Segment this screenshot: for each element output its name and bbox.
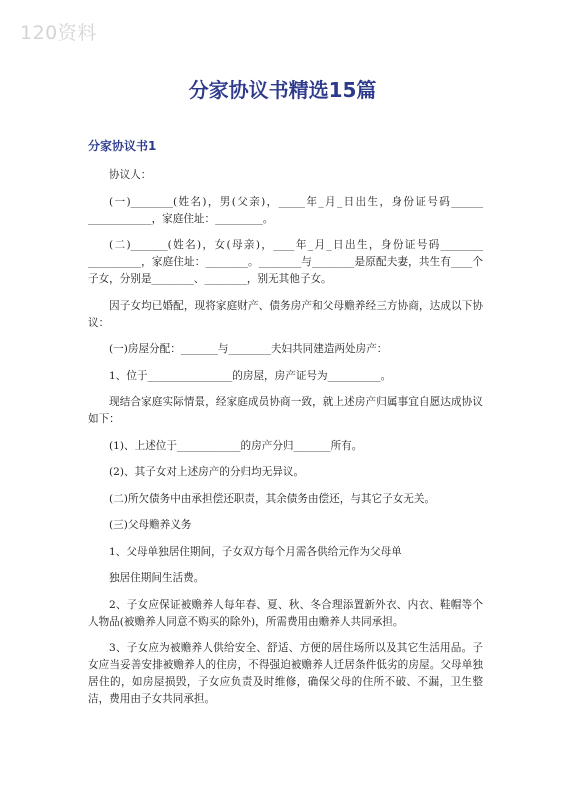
paragraph-support-2: 2、子女应保证被赡养人每年春、夏、秋、冬合理添置新外衣、内衣、鞋帽等个人物品(被赡养人同意不购买的除外)，所需费用由赡养人共同承担。 xyxy=(88,598,483,628)
paragraph-support-1: 1、父母单独居住期间，子女双方每个月需各供给元作为父母单 xyxy=(109,545,402,558)
paragraph-house-location: 1、位于________________的房屋，房产证号为__________。 xyxy=(109,369,392,382)
paragraph-mother: (二)_______(姓名)，女(母亲)，____年_月_日出生，身份证号码________ __________，家庭住址：________。________与________是原配夫妻，共生有____个子女，分别是________、________，别无其他子女。 xyxy=(88,239,483,285)
section-title: 分家协议书1 xyxy=(88,139,157,153)
paragraph-preamble: 因子女均已婚配，现将家庭财产、债务房产和父母赡养经三方协商，达成以下协议： xyxy=(88,299,483,329)
paragraph-agreement-intro: 现结合家庭实际情景，经家庭成员协商一致，就上述房产归属事宜自愿达成协议如下： xyxy=(88,396,483,425)
document-body xyxy=(88,167,483,708)
paragraph-clause-2: (2)、其子女对上述房产的分归均无异议。 xyxy=(109,466,305,478)
paragraph-support-1-cont: 独居住期间生活费。 xyxy=(109,572,205,584)
paragraph-father: (一)________(姓名)，男(父亲)，_____年_月_日出生，身份证号码______ ____________，家庭住址：_________。 xyxy=(88,195,483,225)
paragraph-debts: (二)所欠债务中由承担偿还职责，其余债务由偿还，与其它子女无关。 xyxy=(109,492,436,505)
watermark: 120资料 xyxy=(20,22,97,44)
paragraph-house-allocation: (一)房屋分配：_______与________夫妇共同建造两处房产： xyxy=(109,343,388,355)
document-title: 分家协议书精选15篇 xyxy=(188,78,377,102)
paragraph-clause-1: (1)、上述位于____________的房产分归_______所有。 xyxy=(109,439,363,452)
paragraph-support-heading: (三)父母赡养义务 xyxy=(109,519,192,531)
paragraph-support-3: 3、子女应为被赡养人供给安全、舒适、方便的居住场所以及其它生活用品。子女应当妥善安排被赡养人的住房，不得强迫被赡养人迁居条件低劣的房屋。父母单独居住的，如房屋损毁，子女应负责及时维修，确保父母的住所不破、不漏，卫生整洁，费用由子女共同承担。 xyxy=(88,642,483,705)
paragraph-parties: 协议人： xyxy=(109,169,152,181)
